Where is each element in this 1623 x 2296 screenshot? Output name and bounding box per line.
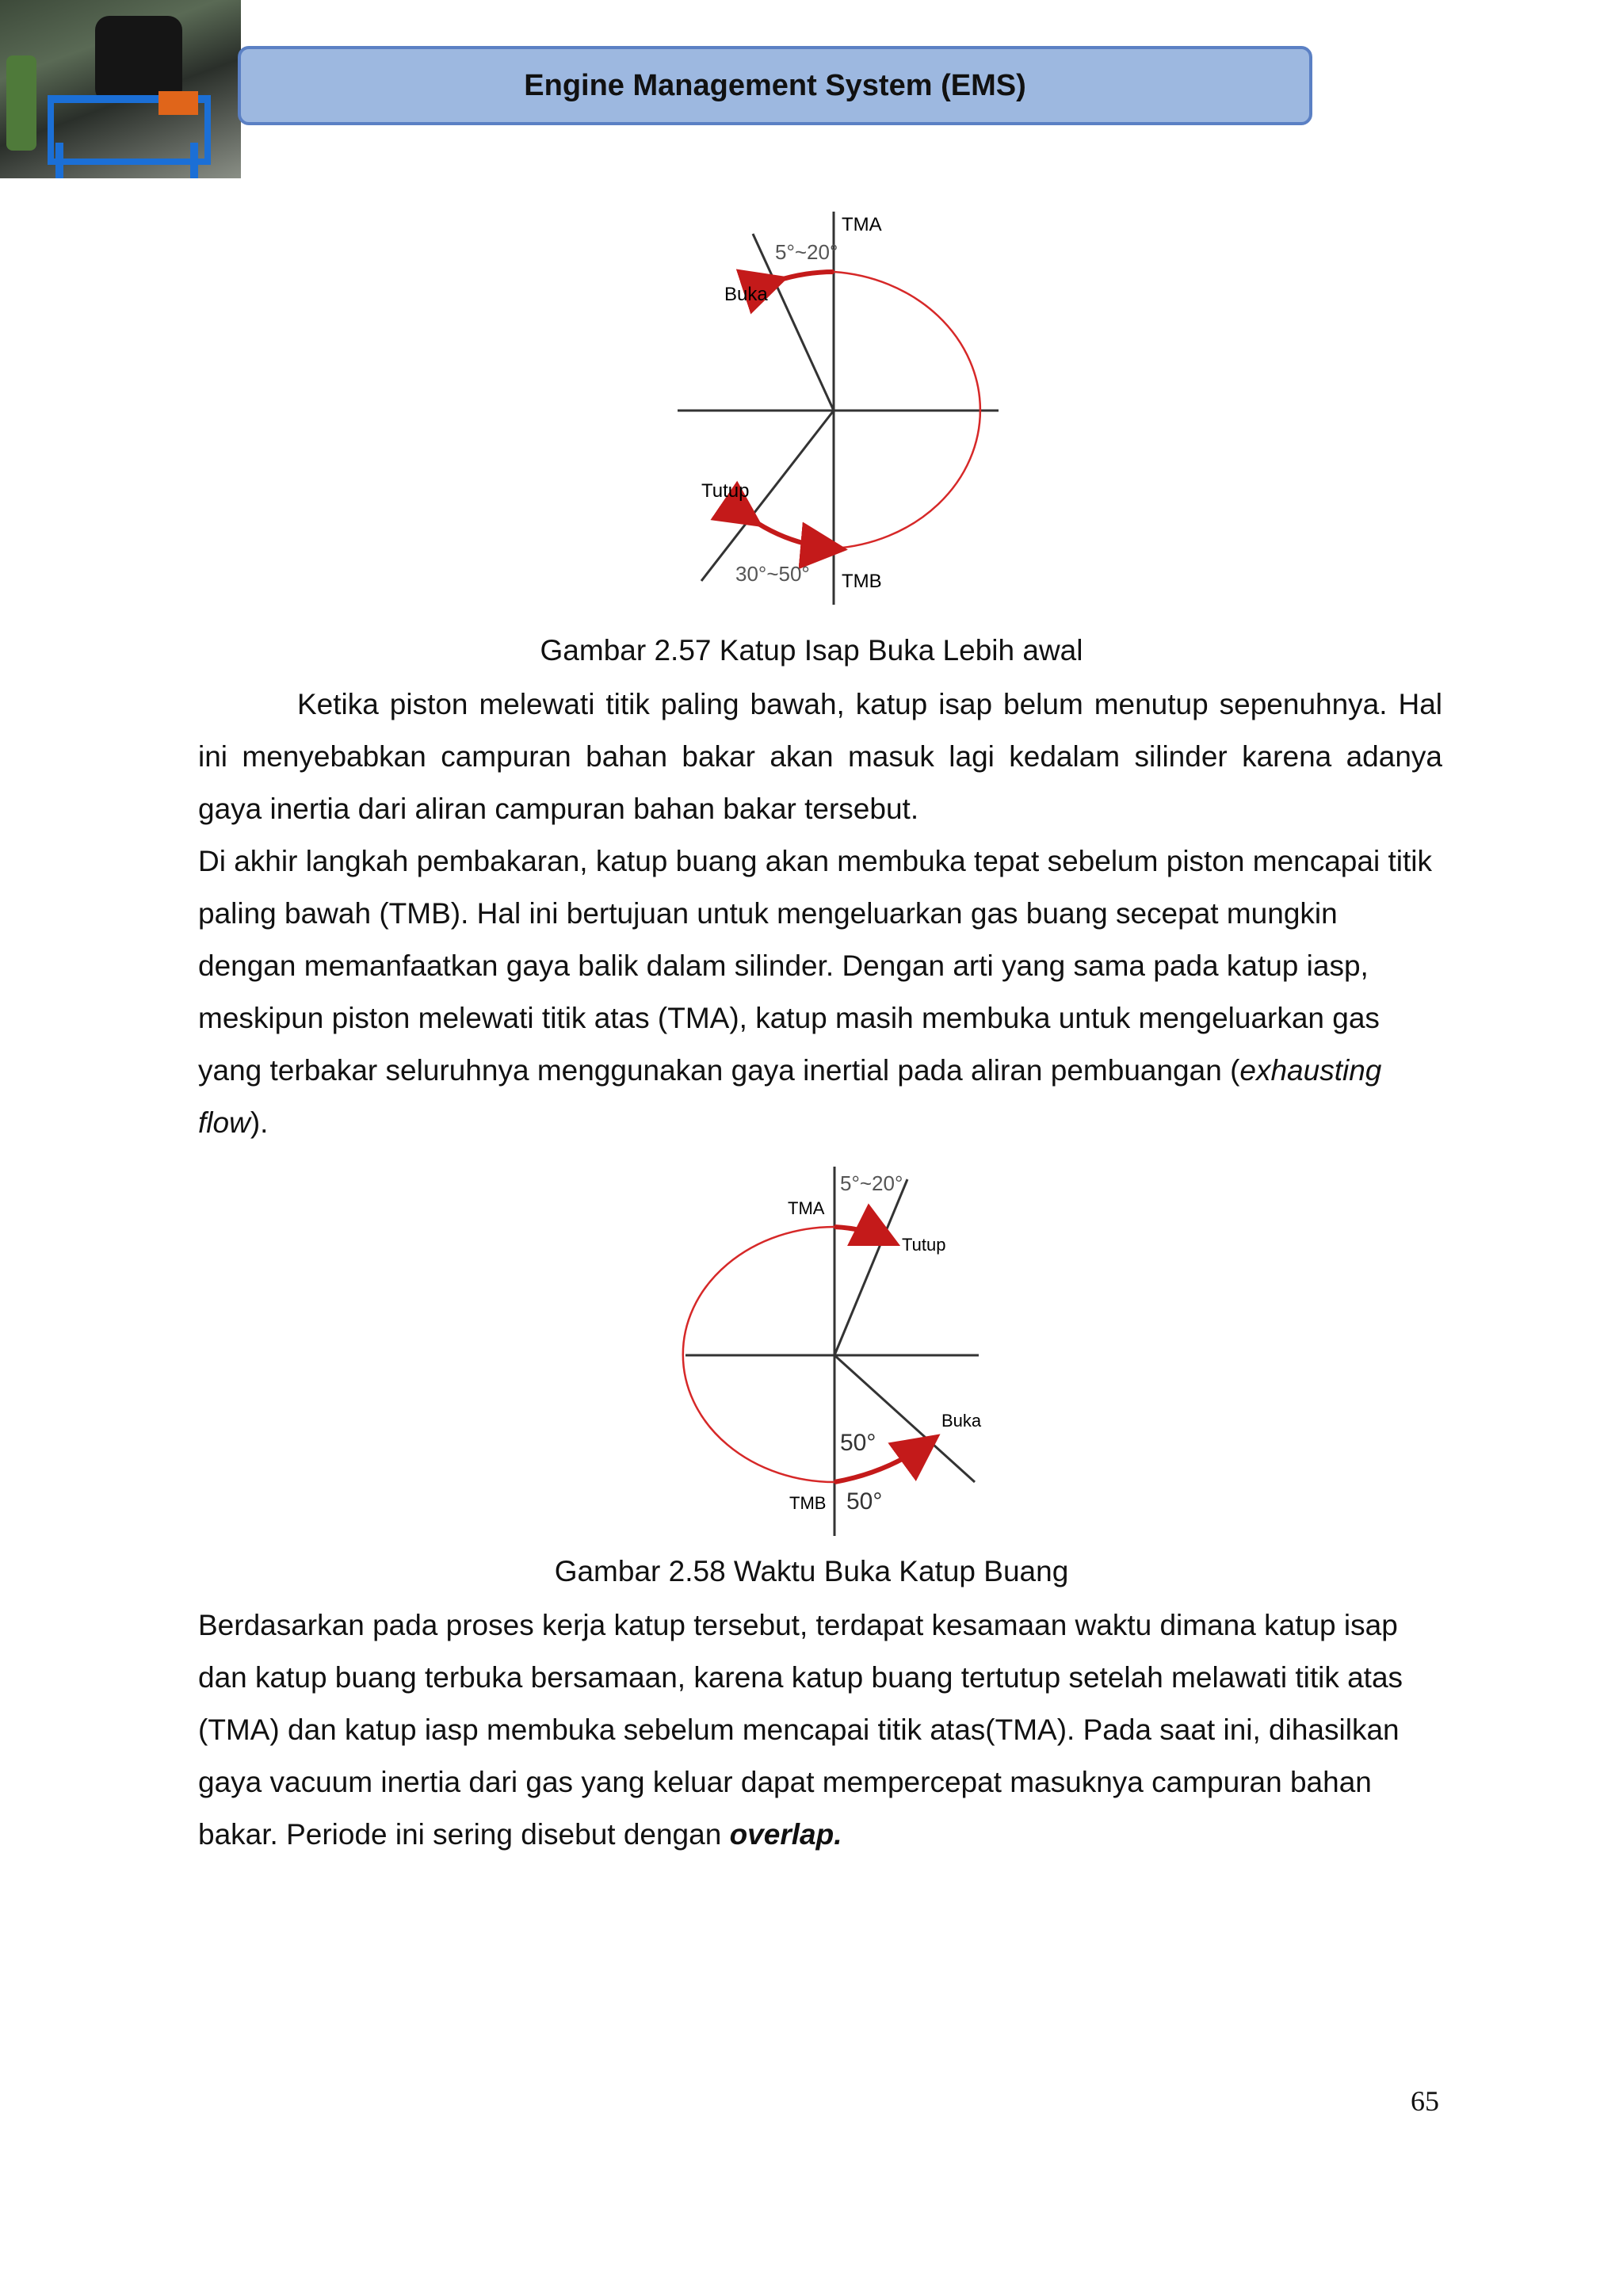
paragraph-overlap: Berdasarkan pada proses kerja katup tersebut, terdapat kesamaan waktu dimana katup isap dan katup buang terbuka bersamaan, karena katup buang tertutup setelah melawati titik atas (TMA) dan katup iasp membuka sebelum mencapai titik atas(TMA). Pada saat ini, dihasilkan gaya vacuum inertia dari gas yang keluar dapat mempercepat masuknya campuran bahan bakar. Periode ini sering disebut dengan overlap. — [198, 1609, 1403, 1851]
label-buka: Buka — [724, 284, 768, 305]
label-buka: Buka — [941, 1411, 982, 1431]
label-tmb: TMB — [789, 1493, 827, 1513]
header-banner — [238, 46, 1312, 125]
term-exhausting-flow: exhausting flow — [198, 1054, 1382, 1139]
label-angle-mid: 50° — [840, 1430, 876, 1456]
label-angle-bottom: 30°~50° — [735, 562, 810, 586]
figure-caption-2-58: Gambar 2.58 Waktu Buka Katup Buang — [554, 1555, 1069, 1587]
label-angle-bottom: 50° — [846, 1488, 883, 1515]
label-tmb: TMB — [842, 571, 882, 592]
label-tma: TMA — [788, 1198, 825, 1218]
label-tutup: Tutup — [902, 1235, 946, 1255]
label-angle-top: 5°~20° — [775, 240, 838, 264]
label-tutup: Tutup — [701, 480, 750, 502]
figure-intake-valve-diagram — [658, 202, 1022, 614]
header-engine-photo — [0, 0, 241, 178]
term-overlap: overlap. — [729, 1818, 842, 1851]
paragraph-exhaust-valve: Di akhir langkah pembakaran, katup buang akan membuka tepat sebelum piston mencapai titik paling bawah (TMB). Hal ini bertujuan untuk mengeluarkan gas buang secepat mungkin dengan memanfaatkan gaya balik dalam silinder. Dengan arti yang sama pada katup iasp, meskipun piston melewati titik atas (TMA), katup masih membuka untuk mengeluarkan gas yang terbakar seluruhnya menggunakan gaya inertial pada aliran pembuangan (exhausting flow). — [198, 845, 1432, 1139]
advance-arrow — [775, 272, 834, 281]
paragraph-intake-valve: Ketika piston melewati titik paling bawah, katup isap belum menutup sepenuhnya. Hal ini menyebabkan campuran bahan bakar akan masuk lagi kedalam silinder karena adanya gaya inertia dari aliran campuran bahan bakar tersebut. — [198, 688, 1442, 825]
figure-caption-2-57: Gambar 2.57 Katup Isap Buka Lebih awal — [540, 634, 1083, 667]
close-line — [834, 1179, 907, 1355]
header-title: Engine Management System (EMS) — [524, 68, 1026, 102]
close-arrow — [834, 1227, 888, 1240]
label-angle-top: 5°~20° — [840, 1171, 903, 1195]
page-number: 65 — [1411, 2085, 1439, 2117]
label-tma: TMA — [842, 214, 882, 235]
figure-exhaust-valve-diagram — [666, 1157, 999, 1545]
retard-arrow — [751, 519, 834, 548]
